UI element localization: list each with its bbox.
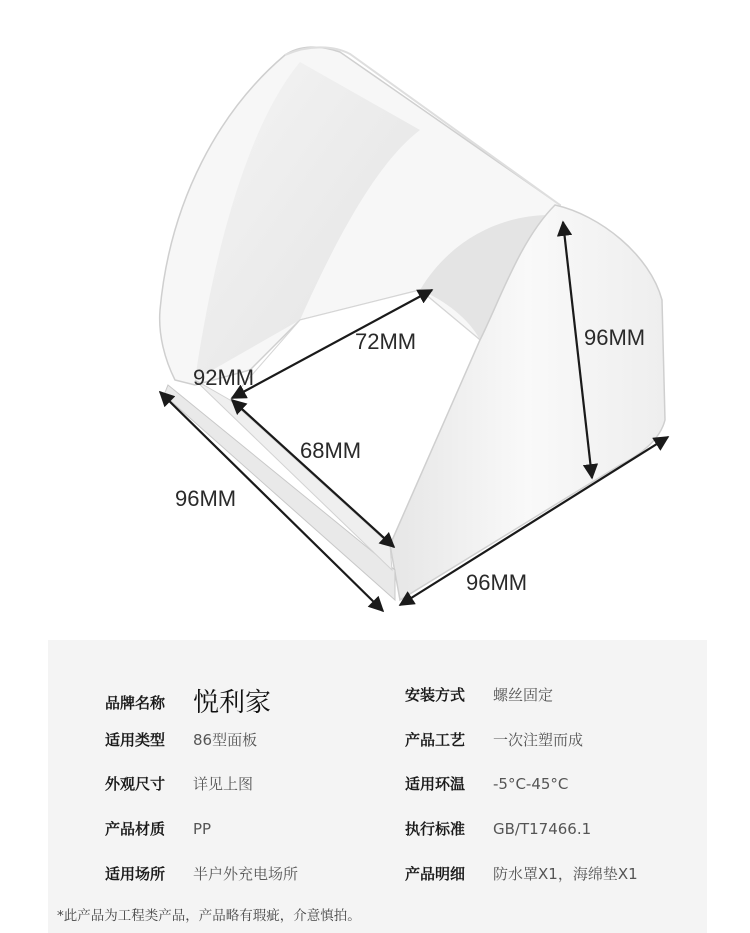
spec-key: 适用场所 [105,865,166,883]
spec-key: 品牌名称 [105,694,166,712]
spec-process [405,729,583,750]
spec-value: PP [193,820,212,838]
spec-key: 产品明细 [405,865,466,883]
spec-value: -5°C-45°C [493,775,569,793]
spec-value: GB/T17466.1 [493,820,592,838]
spec-key: 执行标准 [405,820,466,838]
label-72mm: 72MM [355,329,417,354]
label-68mm: 68MM [300,438,362,463]
label-96mm-left: 96MM [175,486,237,511]
spec-brand [105,682,271,719]
spec-value: 详见上图 [193,775,254,793]
spec-install [405,684,553,705]
spec-contents [405,863,638,884]
spec-value: 86型面板 [193,731,258,749]
brand-name: 悦利家 [193,688,272,718]
spec-temperature [405,773,568,794]
hood-body [160,47,665,600]
spec-value: 一次注塑而成 [493,731,584,749]
label-96mm-bottom: 96MM [466,570,528,595]
spec-key: 产品工艺 [405,731,466,749]
spec-key: 外观尺寸 [105,775,166,793]
label-96mm-height: 96MM [584,325,646,350]
spec-value: 防水罩X1，海绵垫X1 [493,865,638,883]
footnote: *此产品为工程类产品，产品略有瑕疵，介意慎拍。 [57,908,361,924]
spec-key: 适用环温 [405,775,466,793]
spec-size [105,773,253,794]
spec-material [105,818,211,839]
spec-location [105,863,298,884]
label-92mm: 92MM [193,365,255,390]
spec-key: 产品材质 [105,820,166,838]
spec-type [105,729,257,750]
spec-panel [48,640,707,933]
spec-key: 安装方式 [405,686,466,704]
spec-key: 适用类型 [105,731,166,749]
spec-standard [405,818,591,839]
spec-value: 半户外充电场所 [193,865,299,883]
spec-value: 螺丝固定 [493,686,554,704]
